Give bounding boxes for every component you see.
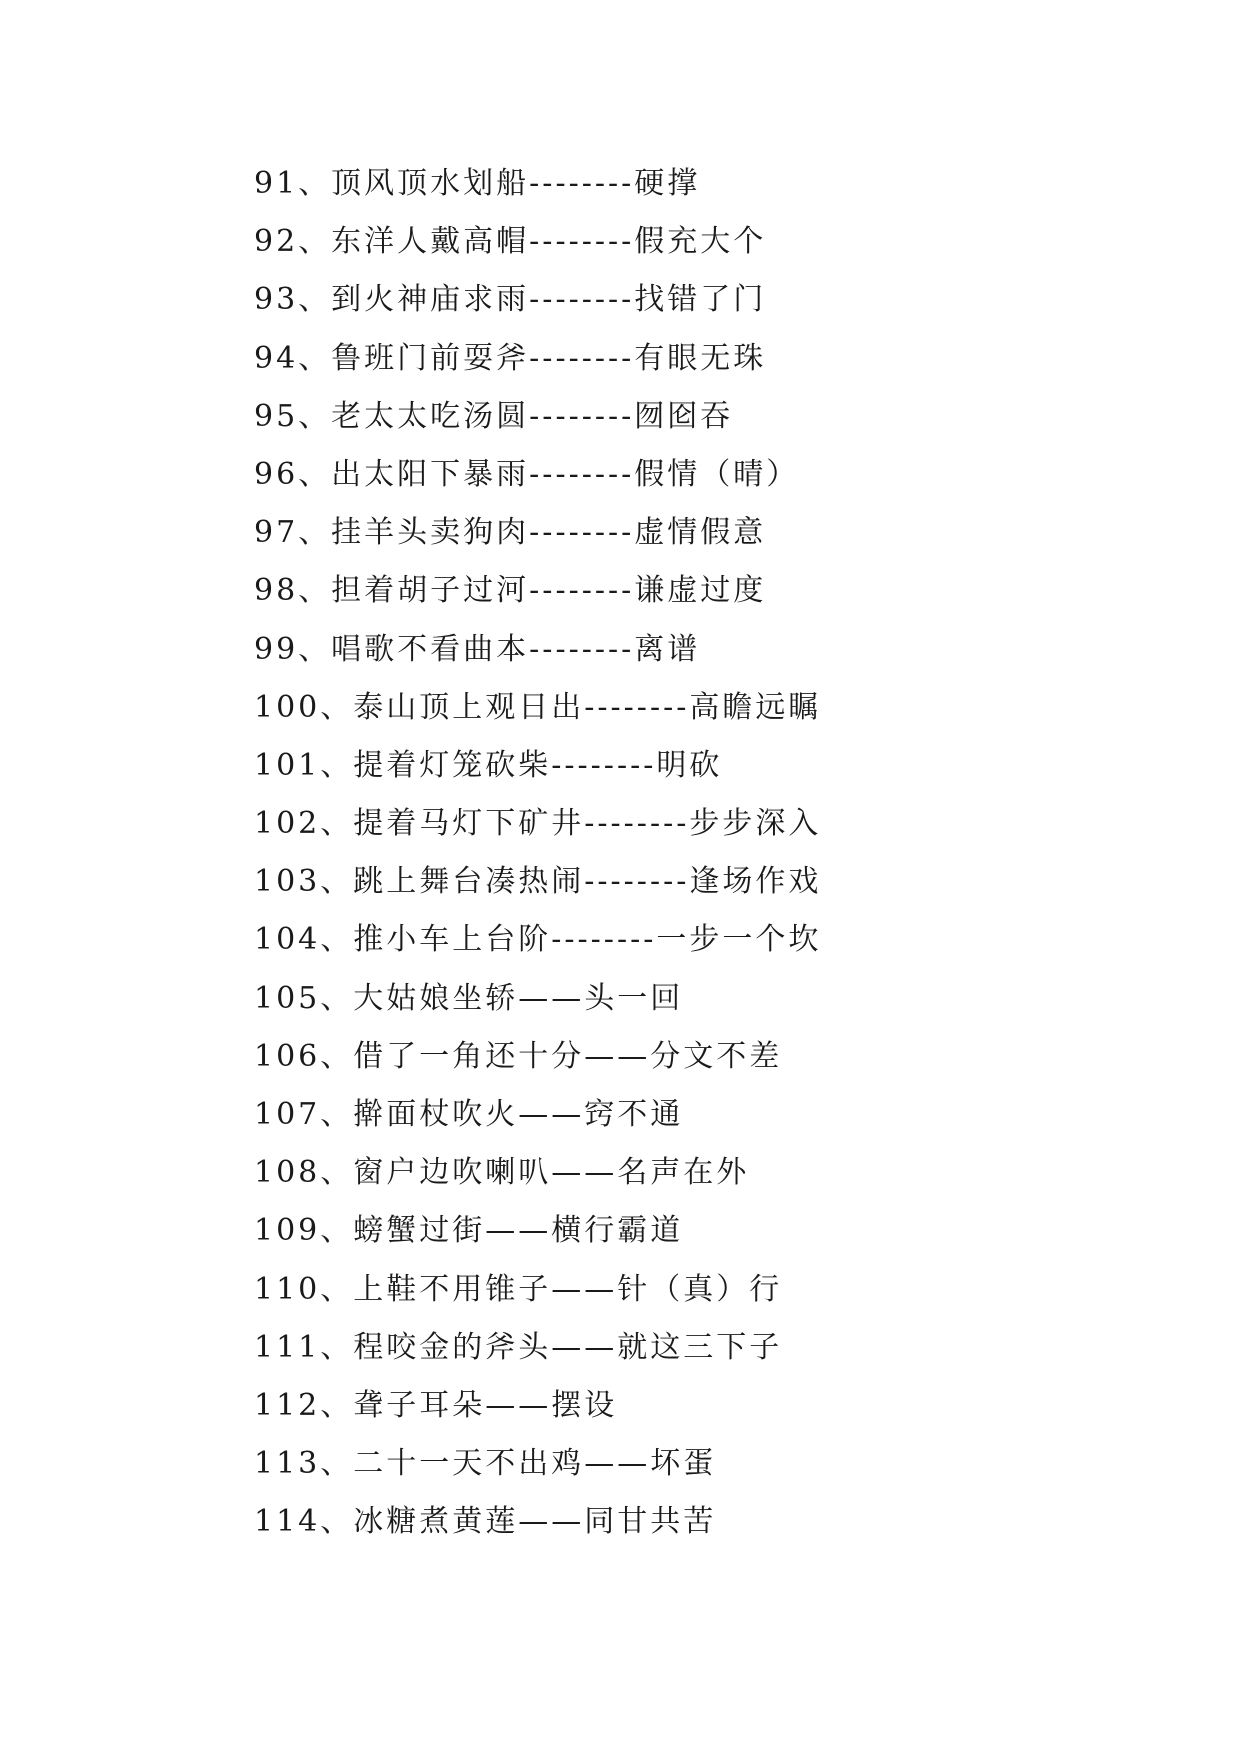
list-item: 104、推小车上台阶--------一步一个坎 [254,922,822,958]
list-item: 103、跳上舞台凑热闹--------逢场作戏 [254,864,822,900]
list-item: 108、窗户边吹喇叭——名声在外 [254,1155,750,1191]
list-item: 93、到火神庙求雨--------找错了门 [254,282,767,318]
list-item: 91、顶风顶水划船--------硬撑 [254,166,701,201]
list-item: 107、擀面杖吹火——窍不通 [254,1097,684,1132]
list-item: 97、挂羊头卖狗肉--------虚情假意 [254,515,767,551]
list-item: 100、泰山顶上观日出--------高瞻远瞩 [254,689,822,725]
list-item: 92、东洋人戴高帽--------假充大个 [254,224,767,260]
list-item: 96、出太阳下暴雨--------假情（晴） [254,456,800,492]
list-item: 112、聋子耳朵——摆设 [254,1387,618,1423]
list-item: 95、老太太吃汤圆--------囫囵吞 [254,398,734,434]
list-item: 106、借了一角还十分——分文不差 [254,1038,783,1074]
list-item: 101、提着灯笼砍柴--------明砍 [254,747,723,783]
list-item: 98、担着胡子过河--------谦虚过度 [254,573,767,609]
list-item: 105、大姑娘坐轿——头一回 [254,980,684,1016]
list-item: 111、程咬金的斧头——就这三下子 [254,1329,783,1365]
list-item: 102、提着马灯下矿井--------步步深入 [254,806,822,842]
list-item: 109、螃蟹过街——横行霸道 [254,1213,684,1249]
list-item: 99、唱歌不看曲本--------离谱 [254,631,701,667]
list-item: 94、鲁班门前耍斧--------有眼无珠 [254,340,767,376]
list-item: 110、上鞋不用锥子——针（真）行 [254,1271,783,1307]
xiehouyu-list [254,155,821,1552]
list-item: 114、冰糖煮黄莲——同甘共苦 [254,1504,717,1540]
list-item: 113、二十一天不出鸡——坏蛋 [254,1446,717,1482]
